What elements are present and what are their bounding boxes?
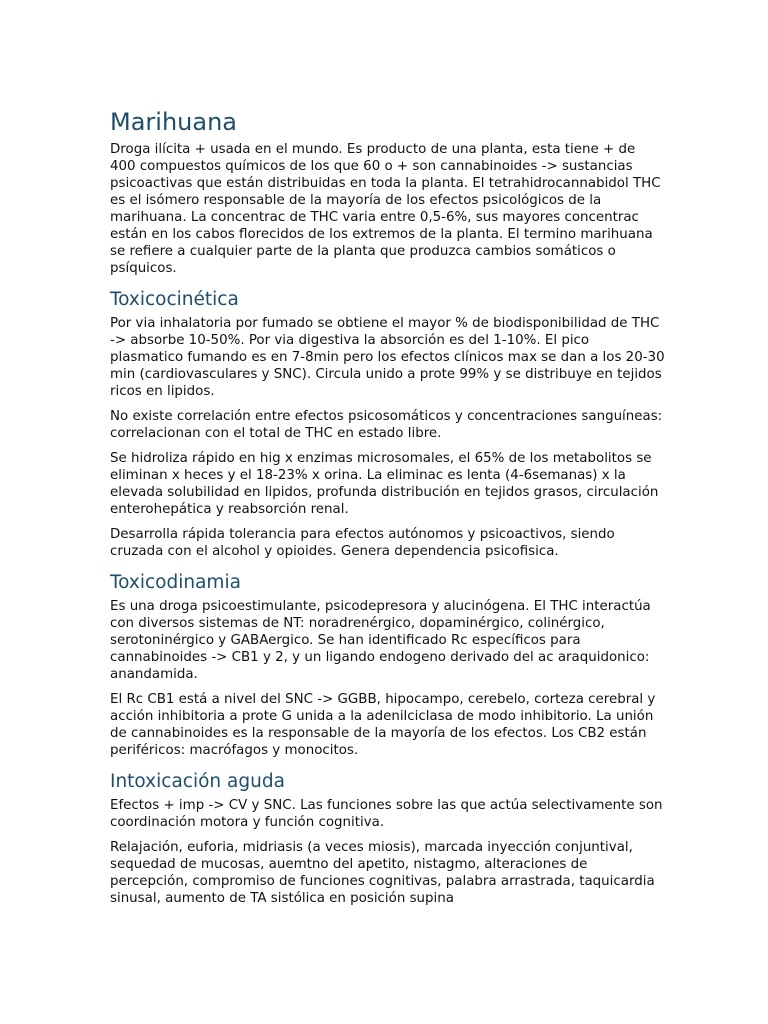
section-toxicocinetica bbox=[110, 287, 665, 560]
intro-paragraph: Droga ilícita + usada en el mundo. Es producto de una planta, esta tiene + de 400 compuestos químicos de los que 60 o + son cannabinoides -> sustancias psicoactivas que están distribuidas en toda la planta. El tetrahidrocannabidol THC es el isómero responsable de la mayoría de los efectos psicológicos de la marihuana. La concentrac de THC varia entre 0,5-6%, sus mayores concentrac están en los cabos florecidos de los extremos de la planta. El termino marihuana se refiere a cualquier parte de la planta que produzca cambios somáticos o psíquicos. bbox=[110, 142, 661, 276]
section-toxicodinamia bbox=[110, 570, 665, 759]
document-page bbox=[110, 105, 665, 915]
paragraph: Es una droga psicoestimulante, psicodepresora y alucinógena. El THC interactúa con diversos sistemas de NT: noradrenérgico, dopaminérgico, colinérgico, serotoninérgico y GABAergico. Se han identificado Rc específicos para cannabinoides -> CB1 y 2, y un ligando endogeno derivado del ac araquidonico: anandamida. bbox=[110, 599, 651, 682]
paragraph: Desarrolla rápida tolerancia para efectos autónomos y psicoactivos, siendo cruzada con el alcohol y opioides. Genera dependencia psicofisica. bbox=[110, 527, 615, 559]
paragraph: Efectos + imp -> CV y SNC. Las funciones sobre las que actúa selectivamente son coordinación motora y función cognitiva. bbox=[110, 798, 663, 830]
section-heading: Toxicodinamia bbox=[110, 572, 241, 593]
paragraph: El Rc CB1 está a nivel del SNC -> GGBB, hipocampo, cerebelo, corteza cerebral y acción inhibitoria a prote G unida a la adenilciclasa de modo inhibitorio. La unión de cannabinoides es la responsable de la mayoría de los efectos. Los CB2 están periféricos: macrófagos y monocitos. bbox=[110, 692, 656, 758]
section-heading: Toxicocinética bbox=[110, 289, 239, 310]
paragraph: Por via inhalatoria por fumado se obtiene el mayor % de biodisponibilidad de THC -> absorbe 10-50%. Por via digestiva la absorción es del 1-10%. El pico plasmatico fumando es en 7-8min pero los efectos clínicos max se dan a los 20-30 min (cardiovasculares y SNC). Circula unido a prote 99% y se distribuye en tejidos ricos en lipidos. bbox=[110, 316, 665, 399]
document-title: Marihuana bbox=[110, 108, 237, 136]
paragraph: No existe correlación entre efectos psicosomáticos y concentraciones sanguíneas: correlacionan con el total de THC en estado libre. bbox=[110, 409, 663, 441]
paragraph: Relajación, euforia, midriasis (a veces miosis), marcada inyección conjuntival, sequedad de mucosas, auemtno del apetito, nistagmo, alteraciones de percepción, compromiso de funciones cognitivas, palabra arrastrada, taquicardia sinusal, aumento de TA sistólica en posición supina bbox=[110, 840, 655, 906]
paragraph: Se hidroliza rápido en hig x enzimas microsomales, el 65% de los metabolitos se eliminan x heces y el 18-23% x orina. La eliminac es lenta (4-6semanas) x la elevada solubilidad en lipidos, profunda distribución en tejidos grasos, circulación enterohepática y reabsorción renal. bbox=[110, 451, 659, 517]
section-intoxicacion-aguda bbox=[110, 769, 665, 907]
section-heading: Intoxicación aguda bbox=[110, 771, 285, 792]
